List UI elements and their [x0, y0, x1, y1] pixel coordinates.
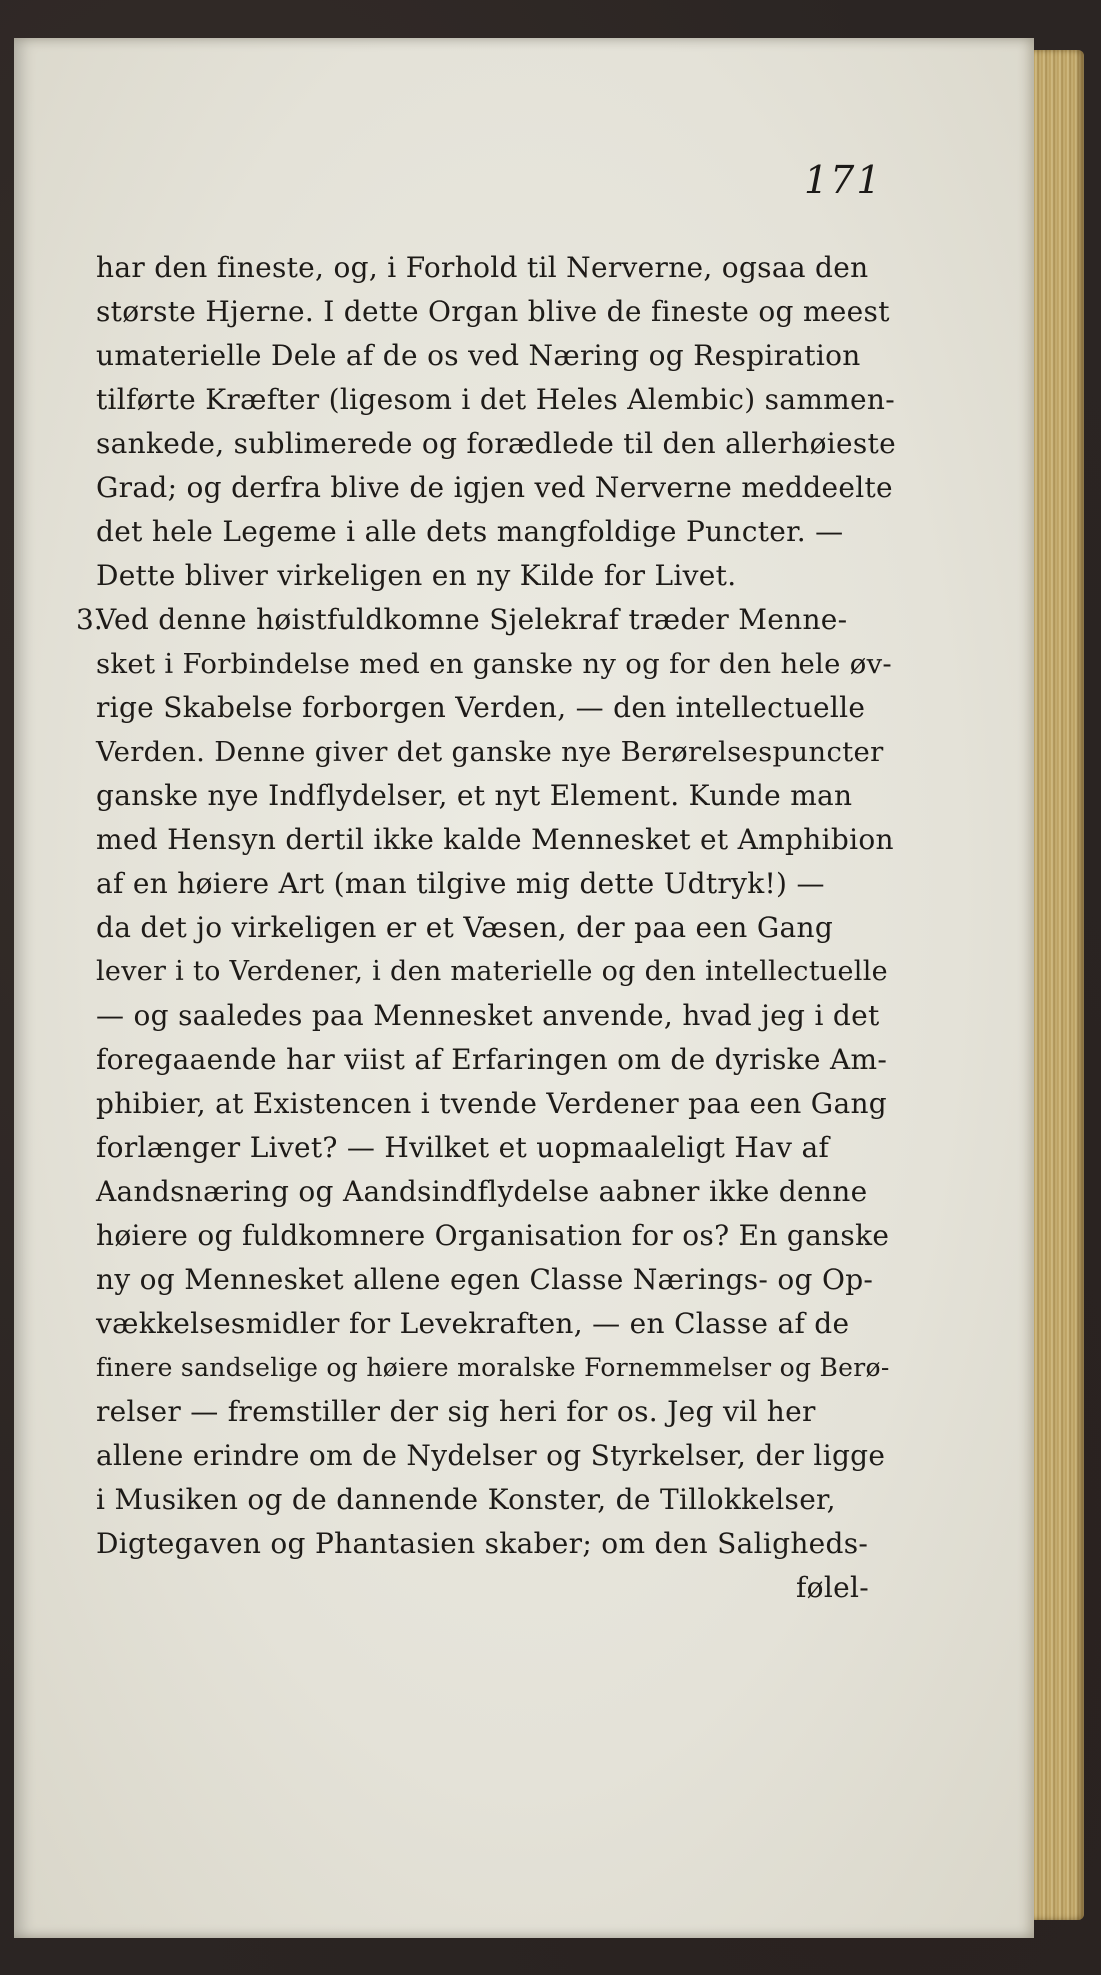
text-line: lever i to Verdener, i den materielle og den intellectuelle: [96, 956, 888, 987]
text-line: phibier, at Existencen i tvende Verdener paa een Gang: [96, 1087, 888, 1120]
text-line: har den fineste, og, i Forhold til Nerverne, ogsaa den: [96, 251, 869, 284]
page-number: 171: [804, 158, 883, 202]
text-line: allene erindre om de Nydelser og Styrkelser, der ligge: [96, 1439, 886, 1472]
text-line: Grad; og derfra blive de igjen ved Nerverne meddeelte: [96, 471, 893, 504]
text-line: Verden. Denne giver det ganske nye Berørelsespuncter: [96, 736, 884, 768]
text-line: sankede, sublimerede og forædlede til den allerhøieste: [96, 427, 896, 460]
text-line: i Musiken og de dannende Konster, de Tillokkelser,: [96, 1483, 836, 1516]
text-line: af en høiere Art (man tilgive mig dette Udtryk!) —: [96, 867, 825, 900]
text-line: høiere og fuldkomnere Organisation for os? En ganske: [96, 1219, 890, 1252]
text-line: vækkelsesmidler for Levekraften, — en Classe af de: [96, 1307, 850, 1340]
text-line: Ved denne høistfuldkomne Sjelekraf træder Menne-: [96, 603, 848, 636]
text-line: da det jo virkeligen er et Væsen, der paa een Gang: [96, 911, 834, 944]
text-line: foregaaende har viist af Erfaringen om de dyriske Am-: [96, 1043, 888, 1076]
text-line: rige Skabelse forborgen Verden, — den intellectuelle: [96, 691, 866, 724]
text-line: ganske nye Indflydelser, et nyt Element. Kunde man: [96, 779, 853, 812]
text-line: umaterielle Dele af de os ved Næring og Respiration: [96, 339, 861, 372]
text-line: det hele Legeme i alle dets mangfoldige Puncter. —: [96, 515, 844, 548]
book-page-block: [14, 38, 1084, 1938]
text-line: relser — fremstiller der sig heri for os. Jeg vil her: [96, 1395, 816, 1428]
item-number: 3.: [76, 603, 103, 636]
text-line: forlænger Livet? — Hvilket et uopmaaleligt Hav af: [96, 1131, 830, 1164]
book-page: [14, 38, 1034, 1938]
text-line: med Hensyn dertil ikke kalde Mennesket et Amphibion: [96, 823, 894, 856]
text-line: finere sandselige og høiere moralske Fornemmelser og Berø-: [96, 1353, 890, 1382]
text-line: — og saaledes paa Mennesket anvende, hvad jeg i det: [96, 999, 880, 1032]
text-line: sket i Forbindelse med en ganske ny og for den hele øv-: [96, 648, 893, 680]
text-line: tilførte Kræfter (ligesom i det Heles Alembic) sammen-: [96, 383, 895, 416]
text-line: Aandsnæring og Aandsindflydelse aabner ikke denne: [96, 1175, 868, 1208]
text-line: Digtegaven og Phantasien skaber; om den Saligheds-: [96, 1527, 869, 1560]
text-line: ny og Mennesket allene egen Classe Nærings- og Op-: [96, 1263, 874, 1296]
catchword: følel-: [796, 1571, 869, 1604]
text-line: Dette bliver virkeligen en ny Kilde for Livet.: [96, 559, 737, 592]
text-line: største Hjerne. I dette Organ blive de fineste og meest: [96, 295, 890, 328]
